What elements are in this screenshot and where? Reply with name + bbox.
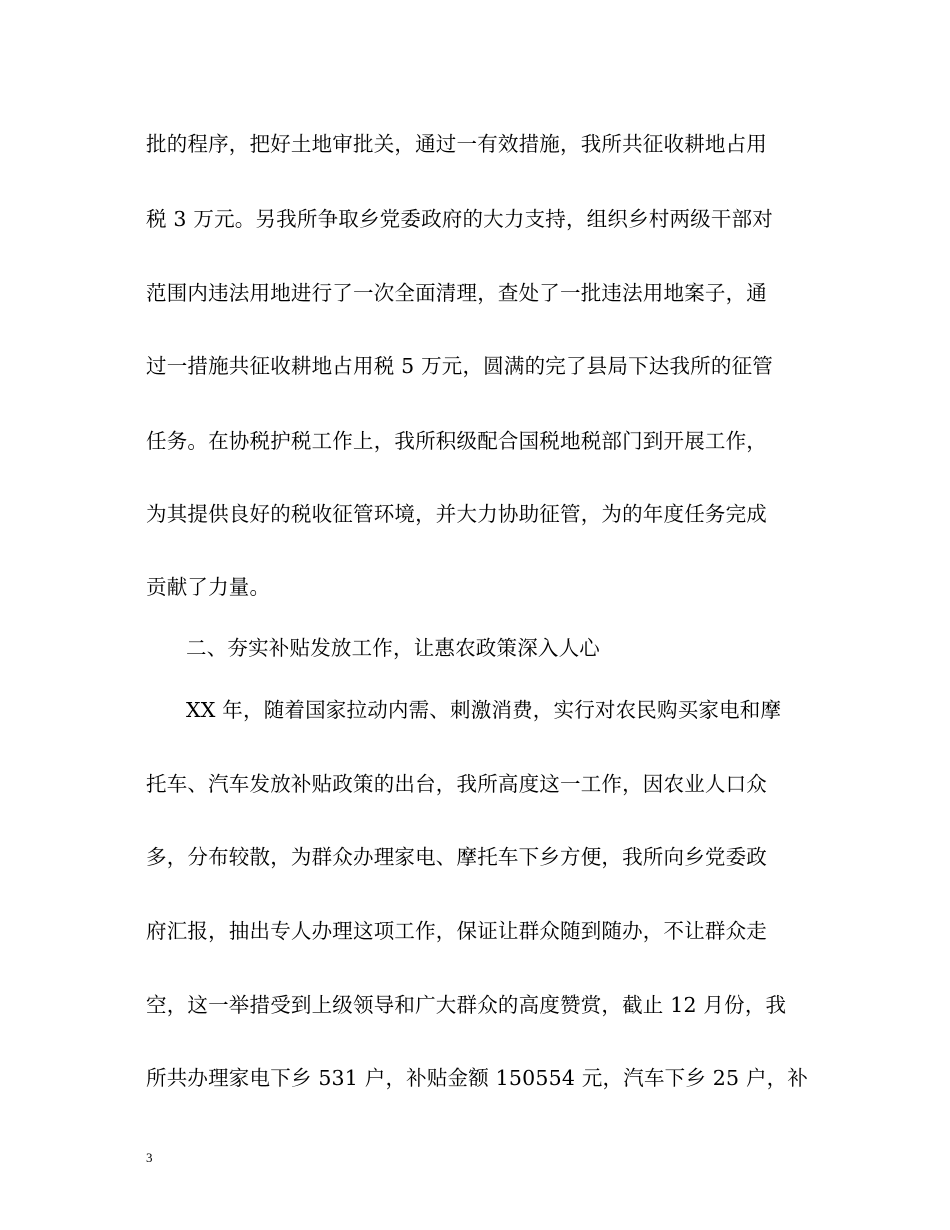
body-text-line: 空，这一举措受到上级领导和广大群众的高度赞赏，截止 12 月份，我 bbox=[146, 993, 787, 1017]
body-text-line: 任务。在协税护税工作上，我所积级配合国税地税部门到开展工作， bbox=[146, 429, 767, 453]
body-text-line: 府汇报，抽出专人办理这项工作，保证让群众随到随办，不让群众走 bbox=[146, 919, 767, 943]
section-heading: 二、夯实补贴发放工作，让惠农政策深入人心 bbox=[186, 636, 600, 660]
body-text-line: 贡献了力量。 bbox=[146, 575, 271, 599]
body-text-line: 所共办理家电下乡 531 户，补贴金额 150554 元，汽车下乡 25 户，补 bbox=[146, 1066, 809, 1090]
body-text-line: 过一措施共征收耕地占用税 5 万元，圆满的完了县局下达我所的征管 bbox=[146, 354, 773, 378]
body-text-line: 范围内违法用地进行了一次全面清理，查处了一批违法用地案子，通 bbox=[146, 281, 767, 305]
body-text-line: 托车、汽车发放补贴政策的出台，我所高度这一工作，因农业人口众 bbox=[146, 772, 767, 796]
body-text-line: 批的程序，把好土地审批关，通过一有效措施，我所共征收耕地占用 bbox=[146, 132, 767, 156]
page-number: 3 bbox=[146, 1150, 153, 1165]
body-text-line: 多，分布较散，为群众办理家电、摩托车下乡方便，我所向乡党委政 bbox=[146, 845, 767, 869]
body-text-line: 为其提供良好的税收征管环境，并大力协助征管，为的年度任务完成 bbox=[146, 502, 767, 526]
body-text-line: 税 3 万元。另我所争取乡党委政府的大力支持，组织乡村两级干部对 bbox=[146, 207, 773, 231]
body-text-line: XX 年，随着国家拉动内需、刺激消费，实行对农民购买家电和摩 bbox=[186, 698, 782, 722]
